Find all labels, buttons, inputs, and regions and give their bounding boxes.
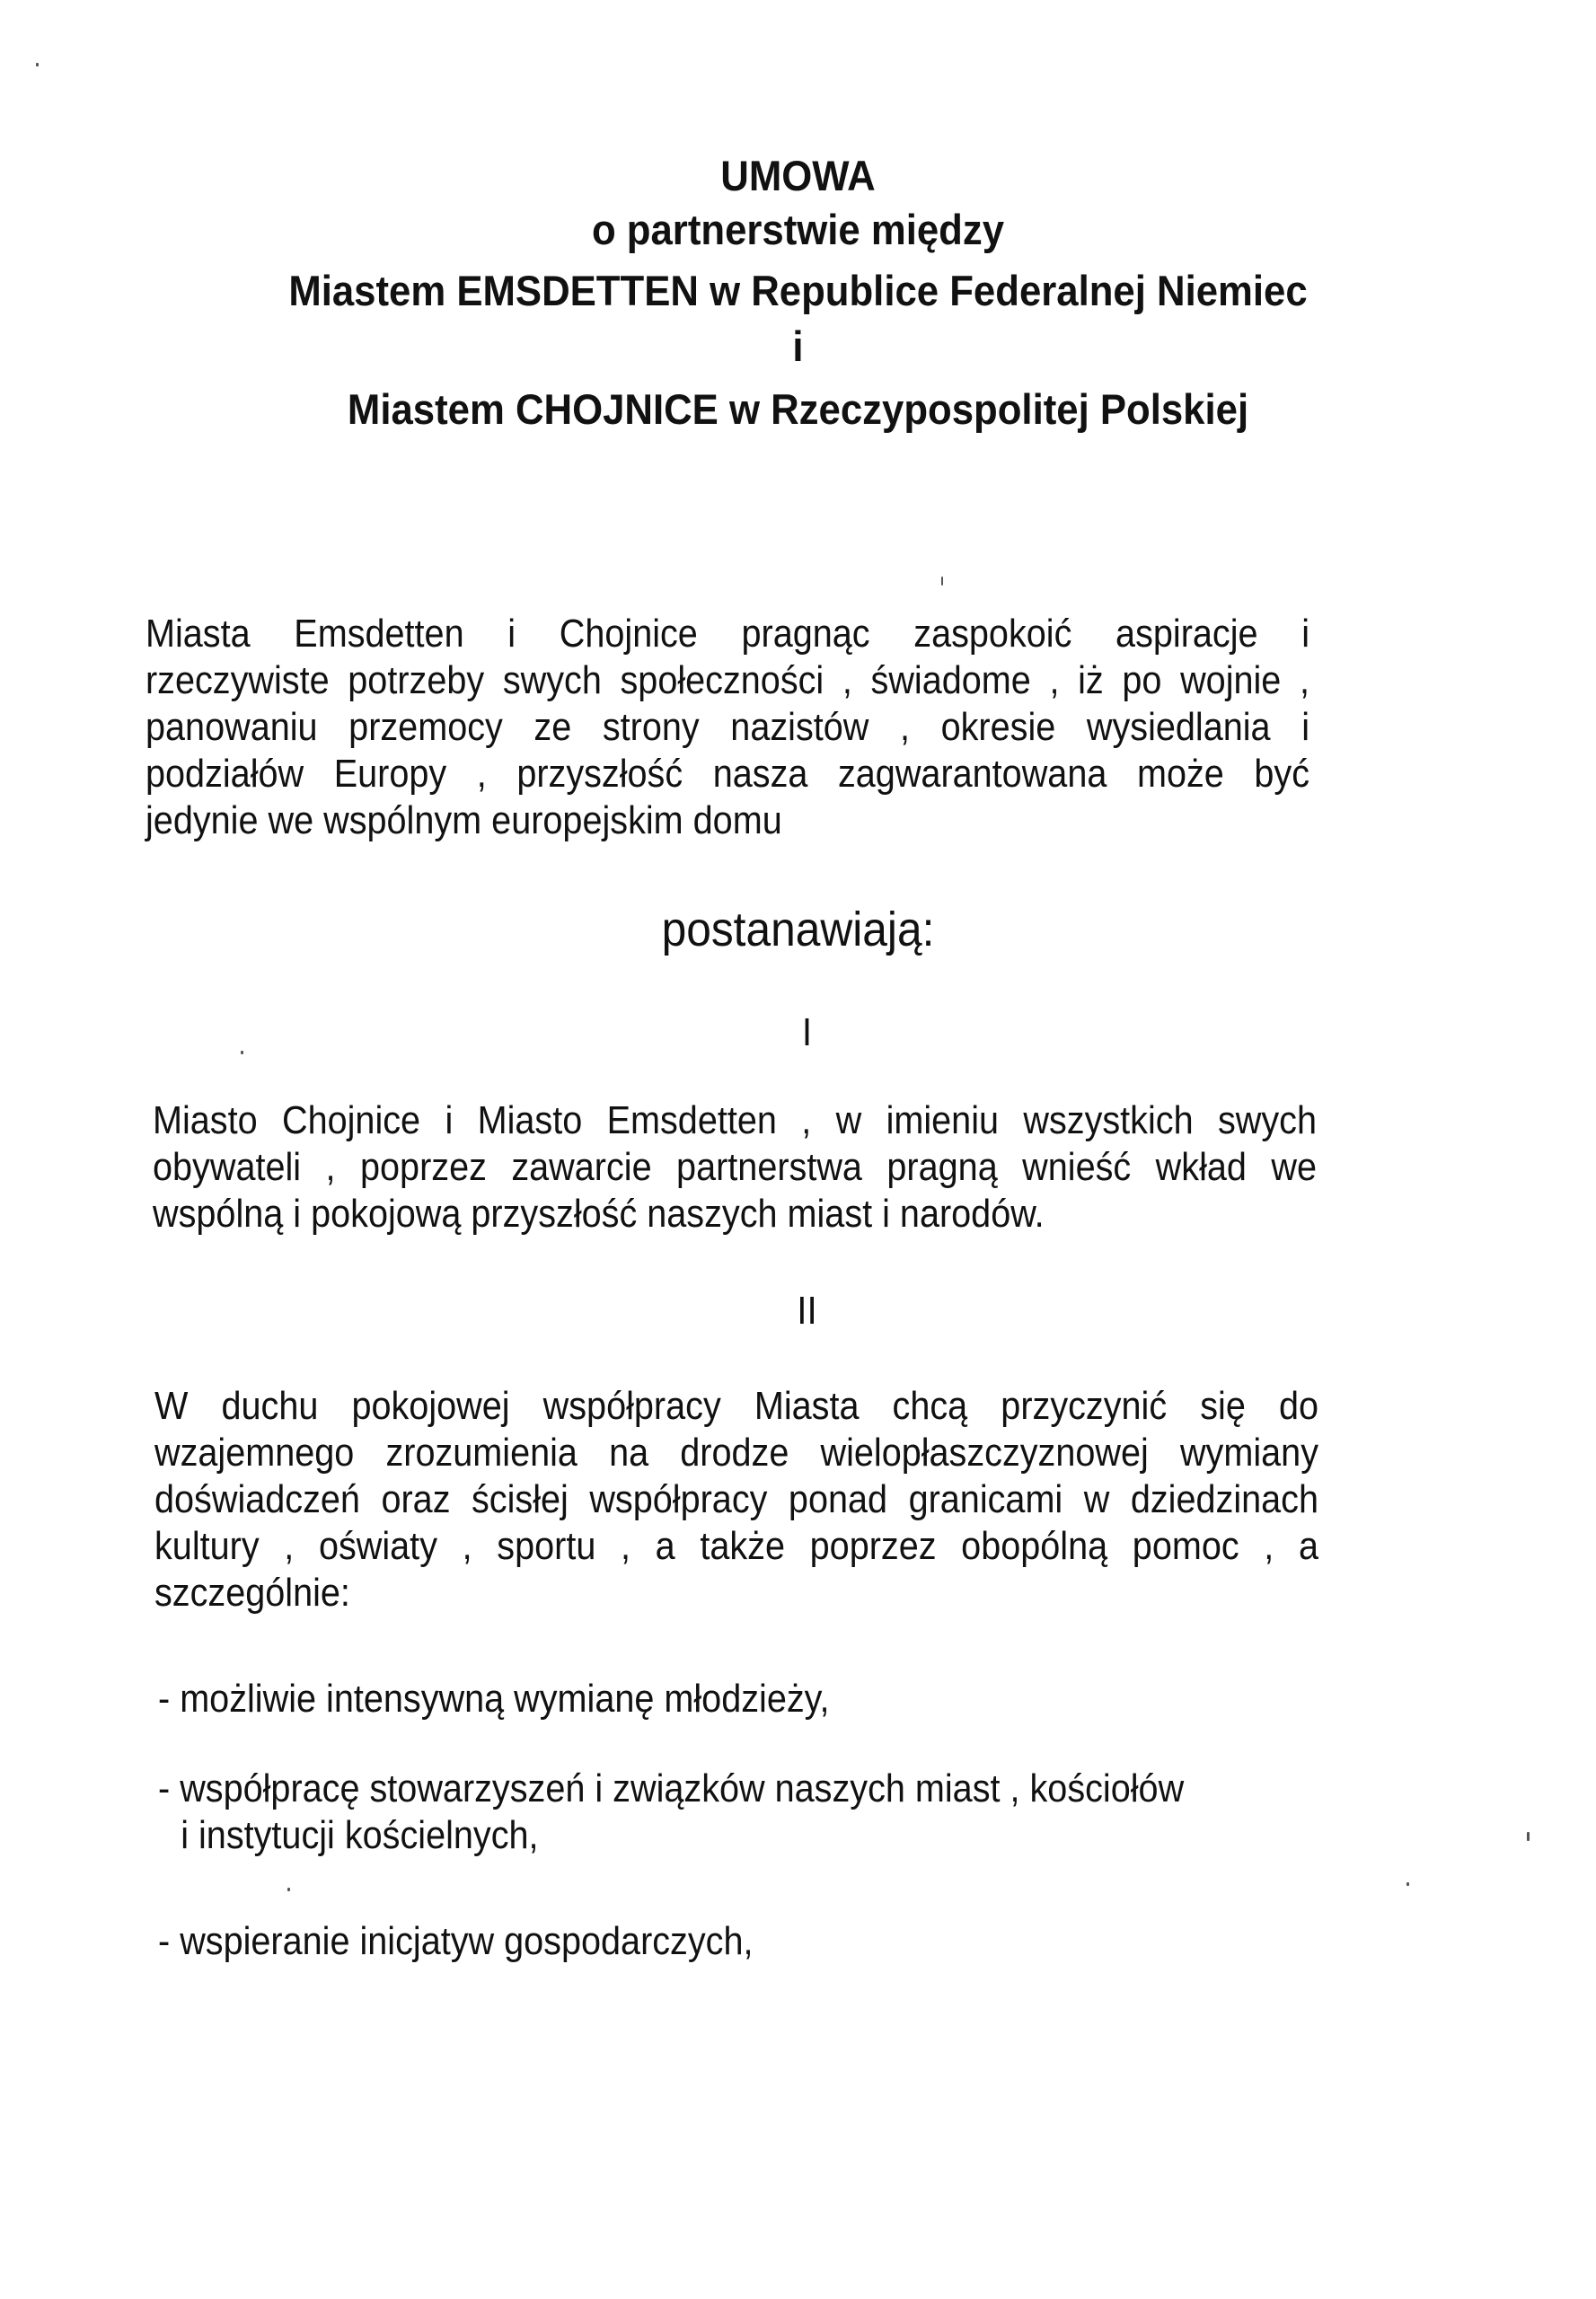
decides-heading: postanawiają: [661, 903, 935, 956]
document-subtitle-emsdetten: Miastem EMSDETTEN w Republice Federalnej Niemiec [288, 267, 1308, 314]
list-item-text: - wspieranie inicjatyw gospodarczych, [158, 1919, 754, 1963]
intro-paragraph [145, 611, 1309, 844]
list-item [158, 1766, 1184, 1859]
list-item [158, 1676, 830, 1722]
article-1-paragraph [153, 1097, 1317, 1238]
list-item-text: - współpracę stowarzyszeń i związków naszych miast , kościołów [158, 1766, 1185, 1810]
article-line: doświadczeń oraz ścisłej współpracy ponad granicami w dziedzinach [154, 1477, 1318, 1521]
list-item [158, 1918, 753, 1965]
article-line: szczególnie: [154, 1571, 350, 1615]
intro-line: podziałów Europy , przyszłość nasza zagwarantowana może być [145, 752, 1309, 796]
scan-artifact [36, 63, 39, 66]
list-item-continuation: i instytucji kościelnych, [181, 1813, 539, 1857]
scan-artifact [287, 1888, 290, 1891]
article-number: II [797, 1289, 817, 1333]
intro-line: panowaniu przemocy ze strony nazistów , okresie wysiedlania i [145, 705, 1309, 749]
article-line: wspólną i pokojową przyszłość naszych miast i narodów. [153, 1192, 1045, 1236]
scan-artifact [1406, 1882, 1409, 1886]
intro-line: rzeczywiste potrzeby swych społeczności , świadome , iż po wojnie , [145, 658, 1309, 702]
document-subtitle-conjunction: i [792, 322, 804, 370]
list-item-text: - możliwie intensywną wymianę młodzieży, [158, 1677, 830, 1721]
article-line: Miasto Chojnice i Miasto Emsdetten , w imieniu wszystkich swych [153, 1098, 1317, 1142]
article-2-paragraph [154, 1383, 1318, 1616]
document-subtitle-partnership: o partnerstwie między [591, 206, 1005, 253]
scan-artifact [941, 577, 943, 586]
article-number: I [801, 1010, 813, 1054]
article-line: wzajemnego zrozumienia na drodze wielopłaszczyznowej wymiany [154, 1431, 1318, 1475]
article-line: W duchu pokojowej współpracy Miasta chcą przyczynić się do [154, 1384, 1318, 1428]
intro-line: jedynie we wspólnym europejskim domu [145, 798, 782, 842]
article-line: obywateli , poprzez zawarcie partnerstwa pragną wnieść wkład we [153, 1145, 1317, 1189]
document-title: UMOWA [720, 152, 876, 199]
scan-artifact [1527, 1832, 1530, 1841]
article-line: kultury , oświaty , sportu , a także poprzez obopólną pomoc , a [154, 1524, 1318, 1568]
scan-artifact [241, 1051, 243, 1054]
intro-line: Miasta Emsdetten i Chojnice pragnąc zaspokoić aspiracje i [145, 612, 1309, 656]
document-subtitle-chojnice: Miastem CHOJNICE w Rzeczypospolitej Polskiej [347, 385, 1249, 433]
